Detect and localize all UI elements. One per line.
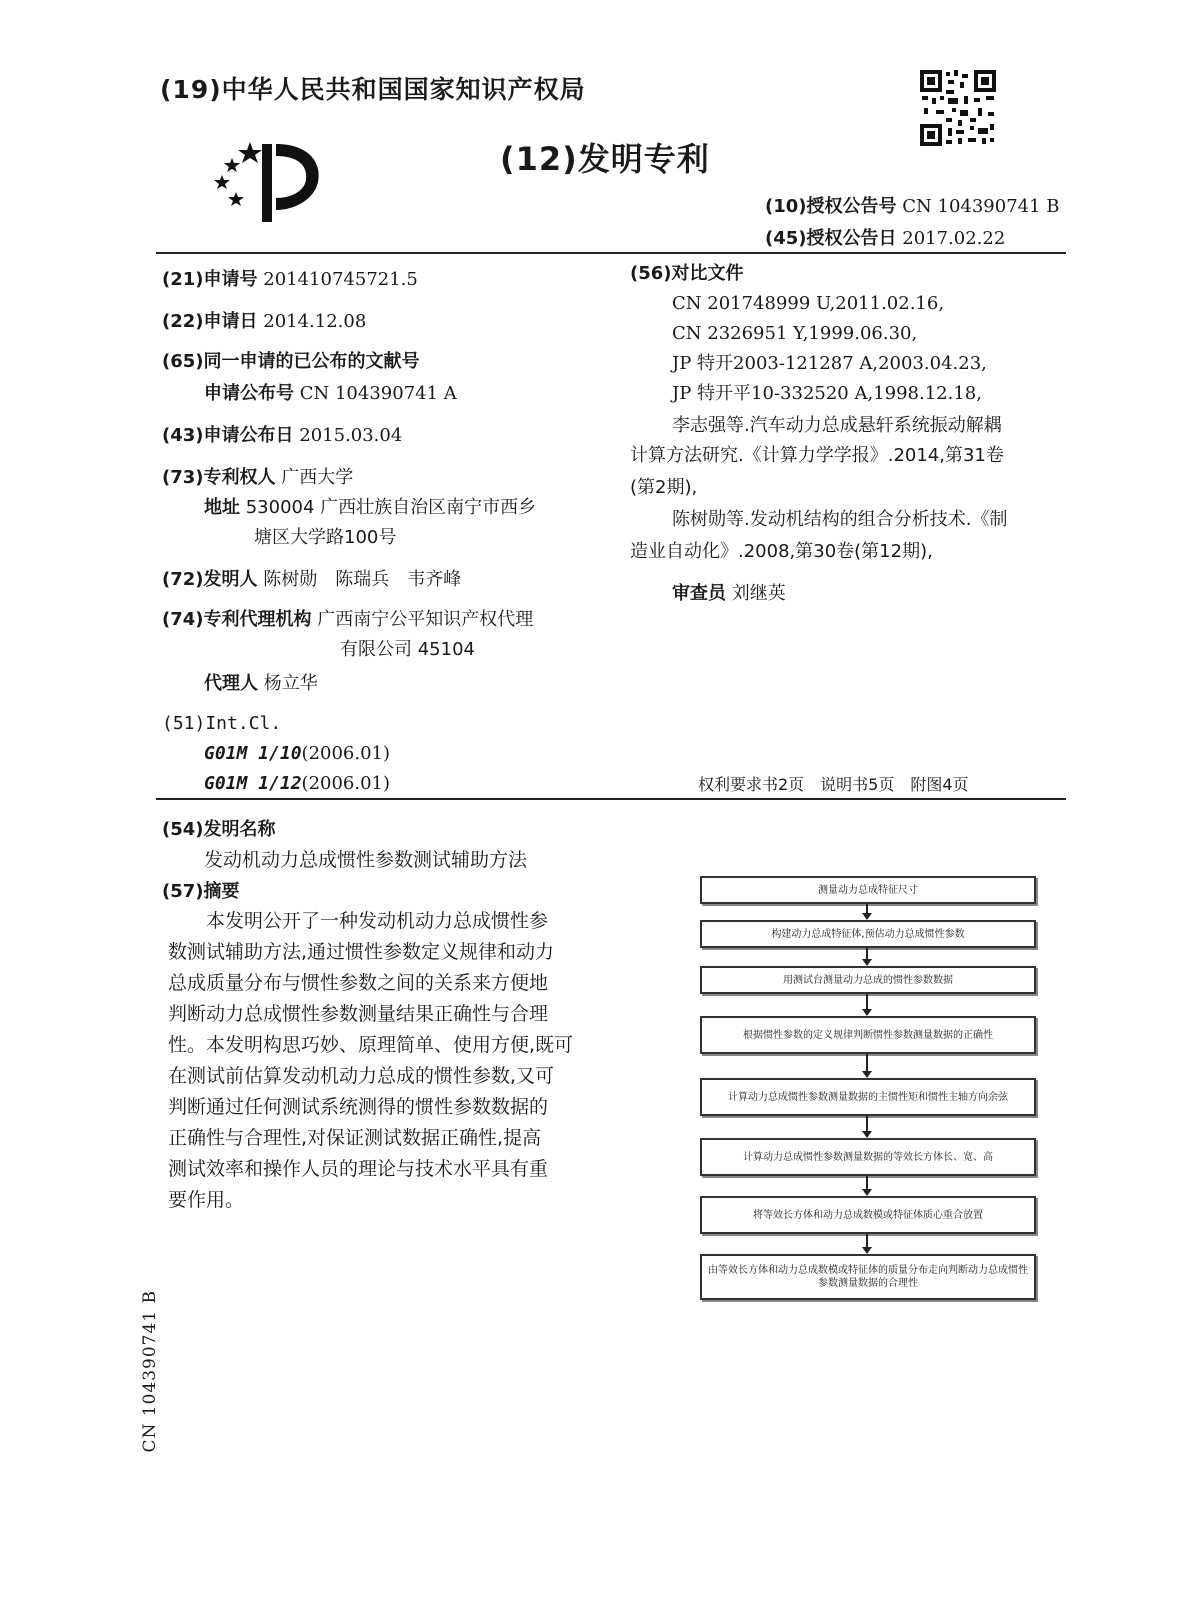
intcl-1-code: G01M 1/10: [204, 743, 302, 764]
abstract-line: 性。本发明构思巧妙、原理简单、使用方便,既可: [168, 1034, 574, 1056]
flowchart-step-6: 计算动力总成惯性参数测量数据的等效长方体长、宽、高: [700, 1138, 1036, 1176]
citation-2: CN 2326951 Y,1999.06.30,: [672, 323, 918, 344]
abstract-line: 本发明公开了一种发动机动力总成惯性参: [168, 910, 549, 932]
grant-date-label: (45)授权公告日: [765, 228, 897, 249]
address-line-1: 530004 广西壮族自治区南宁市西乡: [245, 497, 537, 518]
abstract-line: 判断动力总成惯性参数测量结果正确性与合理: [168, 1003, 549, 1025]
flowchart-arrow: [866, 904, 868, 914]
flowchart-arrow: [866, 1116, 868, 1132]
address-line-2: 塘区大学路100号: [254, 527, 397, 548]
publication-date: [162, 424, 402, 448]
abstract-line: 在测试前估算发动机动力总成的惯性参数,又可: [168, 1065, 555, 1087]
abstract-line: 总成质量分布与惯性参数之间的关系来方便地: [168, 972, 549, 994]
intcl-2-code: G01M 1/12: [204, 773, 302, 794]
section-rule: [156, 798, 1066, 800]
application-date-label: (22)申请日: [162, 311, 258, 332]
qr-code: [918, 68, 998, 148]
agent-value: 杨立华: [263, 673, 318, 694]
patentee: [162, 466, 353, 490]
citation-6-line-2: 造业自动化》.2008,第30卷(第12期),: [630, 541, 933, 562]
abstract-line: 测试效率和操作人员的理论与技术水平具有重: [168, 1158, 549, 1180]
grant-date: [765, 224, 1005, 250]
grant-number-value: CN 104390741 B: [902, 196, 1060, 217]
flowchart-step-5: 计算动力总成惯性参数测量数据的主惯性矩和惯性主轴方向余弦: [700, 1078, 1036, 1116]
application-date: [162, 310, 366, 334]
flowchart-step-4: 根据惯性参数的定义规律判断惯性参数测量数据的正确性: [700, 1016, 1036, 1054]
abstract-body: [168, 906, 618, 1216]
flowchart-step-7: 将等效长方体和动力总成数模或特征体质心重合放置: [700, 1196, 1036, 1234]
cnipa-emblem-logo: [210, 140, 325, 225]
citations-label: (56)对比文件: [630, 263, 744, 284]
grant-date-value: 2017.02.22: [902, 228, 1006, 249]
address-label: 地址: [204, 497, 240, 518]
application-date-value: 2014.12.08: [263, 311, 367, 332]
inventors-value: 陈树勋 陈瑞兵 韦齐峰: [263, 569, 462, 590]
title-label: (54)发明名称: [162, 819, 276, 840]
flowchart-step-8: 由等效长方体和动力总成数模或特征体的质量分布走向判断动力总成惯性参数测量数据的合理性: [700, 1254, 1036, 1300]
examiner-value: 刘继英: [731, 583, 786, 604]
grant-number: [765, 192, 1060, 218]
patent-agency-label: (74)专利代理机构: [162, 609, 312, 630]
abstract-line: 数测试辅助方法,通过惯性参数定义规律和动力: [168, 941, 555, 963]
patentee-value: 广西大学: [281, 467, 354, 488]
citation-6-line-1: 陈树勋等.发动机结构的组合分析技术.《制: [672, 509, 1008, 530]
application-number-label: (21)申请号: [162, 269, 258, 290]
abstract-line: 判断通过任何测试系统测得的惯性参数数据的: [168, 1096, 549, 1118]
document-kind: (12)发明专利: [500, 140, 710, 178]
header-rule: [156, 252, 1066, 254]
inventors: [162, 568, 461, 592]
agent-label: 代理人: [204, 673, 258, 694]
flowchart-arrow: [866, 948, 868, 960]
address: [204, 496, 536, 520]
patent-agency-line-1: 广西南宁公平知识产权代理: [317, 609, 534, 630]
patentee-label: (73)专利权人: [162, 467, 276, 488]
publication-number-label: 申请公布号: [204, 383, 294, 404]
abstract-line: 正确性与合理性,对保证测试数据正确性,提高: [168, 1127, 542, 1149]
flowchart-step-1: 测量动力总成特征尺寸: [700, 876, 1036, 904]
inventors-label: (72)发明人: [162, 569, 258, 590]
same-application-label: (65)同一申请的已公布的文献号: [162, 351, 420, 372]
agent: [204, 672, 318, 696]
examiner-label: 审查员: [672, 583, 726, 604]
flowchart-arrow: [866, 1176, 868, 1190]
issuing-office: (19)中华人民共和国国家知识产权局: [160, 75, 586, 104]
intcl-label: (51)Int.Cl.: [162, 713, 282, 734]
page-counts: 权利要求书2页 说明书5页 附图4页: [698, 775, 969, 794]
citation-4: JP 特开平10-332520 A,1998.12.18,: [672, 383, 982, 404]
application-number-value: 201410745721.5: [263, 269, 418, 290]
flowchart-step-2: 构建动力总成特征体,预估动力总成惯性参数: [700, 920, 1036, 948]
patent-agency-line-2: 有限公司 45104: [340, 639, 475, 660]
flowchart-arrow: [866, 1054, 868, 1072]
flowchart-arrow: [866, 1234, 868, 1248]
citation-1: CN 201748999 U,2011.02.16,: [672, 293, 945, 314]
grant-number-label: (10)授权公告号: [765, 196, 897, 217]
examiner: [672, 582, 786, 606]
citation-5-line-3: (第2期),: [630, 477, 698, 498]
flowchart-arrow: [866, 994, 868, 1010]
intcl-2: [204, 772, 390, 796]
publication-date-value: 2015.03.04: [299, 425, 403, 446]
intcl-2-date: (2006.01): [301, 773, 391, 794]
abstract-line: 要作用。: [168, 1189, 245, 1211]
flowchart-step-3: 用测试台测量动力总成的惯性参数数据: [700, 966, 1036, 994]
invention-title: 发动机动力总成惯性参数测试辅助方法: [204, 849, 528, 871]
publication-date-label: (43)申请公布日: [162, 425, 294, 446]
publication-number-value: CN 104390741 A: [299, 383, 457, 404]
application-number: [162, 268, 418, 292]
abstract-label: (57)摘要: [162, 881, 240, 902]
intcl-1-date: (2006.01): [301, 743, 391, 764]
intcl-1: [204, 742, 390, 766]
citation-5-line-1: 李志强等.汽车动力总成悬轩系统振动解耦: [672, 415, 1002, 436]
side-document-number: CN 104390741 B: [140, 1290, 160, 1453]
citation-5-line-2: 计算方法研究.《计算力学学报》.2014,第31卷: [630, 445, 1004, 466]
publication-number: [204, 382, 457, 406]
patent-agency: [162, 608, 533, 632]
citation-3: JP 特开2003-121287 A,2003.04.23,: [672, 353, 987, 374]
